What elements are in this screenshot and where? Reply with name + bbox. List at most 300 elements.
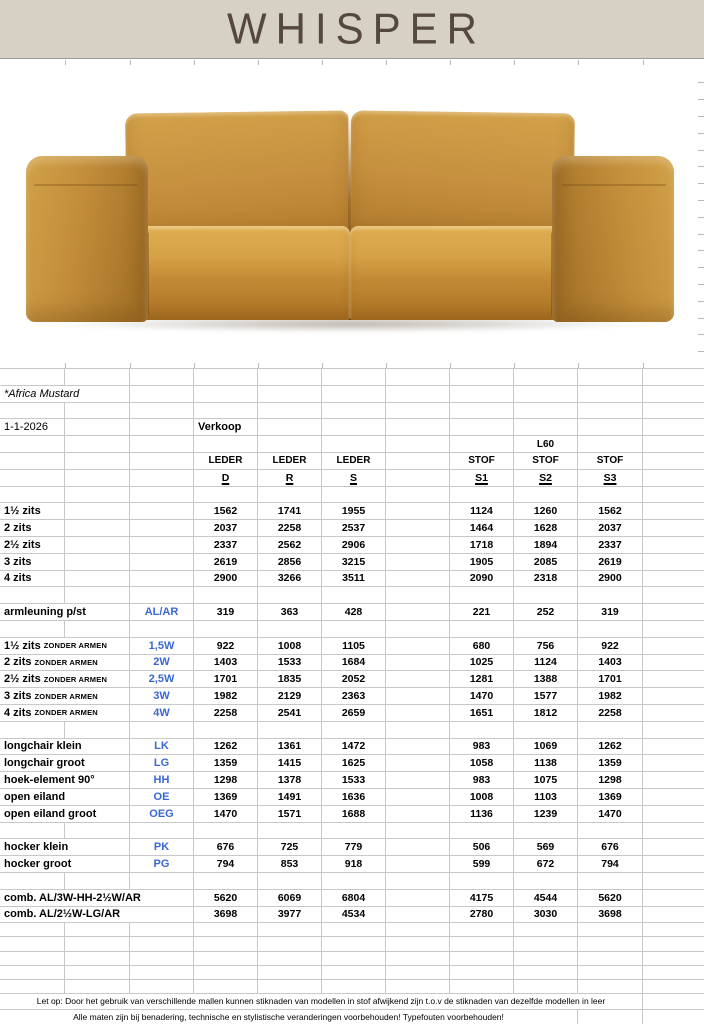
price-cell: 2318 xyxy=(514,571,578,588)
price-cell: 725 xyxy=(258,839,322,856)
grid-cell xyxy=(578,966,643,980)
price-cell: 1718 xyxy=(450,537,514,554)
grid-cell xyxy=(450,403,514,420)
price-cell: 2856 xyxy=(258,554,322,571)
grid-cell xyxy=(65,966,130,980)
model-code: 1,5W xyxy=(130,638,194,655)
grid-cell xyxy=(386,470,450,487)
grid-cell xyxy=(386,688,450,705)
grid-cell xyxy=(386,856,450,873)
grid-cell xyxy=(386,739,450,756)
model-code: LK xyxy=(130,739,194,756)
grid-cell xyxy=(194,823,258,840)
column-header: S3 xyxy=(578,470,643,487)
grid-cell xyxy=(322,980,386,994)
price-cell: 3030 xyxy=(514,907,578,924)
grid-cell xyxy=(386,722,450,739)
grid-cell xyxy=(643,823,704,840)
model-code: PG xyxy=(130,856,194,873)
group-header: LEDER xyxy=(194,453,258,470)
grid-cell xyxy=(514,386,578,403)
price-cell: 3215 xyxy=(322,554,386,571)
grid-cell xyxy=(514,823,578,840)
grid-cell xyxy=(258,419,322,436)
model-code: 2W xyxy=(130,655,194,672)
row-tick-right xyxy=(698,183,704,184)
grid-cell xyxy=(386,638,450,655)
sofa-armrest-left xyxy=(26,156,148,322)
price-cell: 2258 xyxy=(578,705,643,722)
grid-cell xyxy=(258,722,322,739)
grid-cell xyxy=(322,621,386,638)
price-cell: 2258 xyxy=(194,705,258,722)
price-cell: 2900 xyxy=(578,571,643,588)
price-cell: 2258 xyxy=(258,520,322,537)
grid-cell xyxy=(322,587,386,604)
price-cell: 319 xyxy=(194,604,258,621)
grid-cell xyxy=(194,966,258,980)
grid-cell xyxy=(65,403,130,420)
price-cell: 1955 xyxy=(322,503,386,520)
price-cell: 853 xyxy=(258,856,322,873)
footnote: Let op: Door het gebruik van verschillende mallen kunnen stiknaden van modellen in stof afwijkend zijn t.o.v de stiknaden van dezelfde modellen in leer xyxy=(0,994,643,1009)
grid-cell xyxy=(514,587,578,604)
row-tick-right xyxy=(698,200,704,201)
price-cell: 599 xyxy=(450,856,514,873)
grid-cell xyxy=(514,937,578,951)
grid-cell xyxy=(130,966,194,980)
row-label: 1½ zits xyxy=(0,503,65,520)
price-cell: 2337 xyxy=(194,537,258,554)
sofa-seat-cushion-left xyxy=(129,226,350,320)
grid-cell xyxy=(322,369,386,386)
grid-cell xyxy=(322,419,386,436)
price-cell: 569 xyxy=(514,839,578,856)
price-cell: 918 xyxy=(322,856,386,873)
row-label: 3 zits ZONDER ARMEN xyxy=(0,688,130,705)
price-cell: 1403 xyxy=(578,655,643,672)
row-tick-right xyxy=(698,250,704,251)
price-cell: 3698 xyxy=(194,907,258,924)
price-cell: 1008 xyxy=(258,638,322,655)
price-cell: 2052 xyxy=(322,671,386,688)
grid-cell xyxy=(65,937,130,951)
grid-cell xyxy=(643,671,704,688)
grid-cell xyxy=(0,923,65,937)
grid-cell xyxy=(643,722,704,739)
price-cell: 2337 xyxy=(578,537,643,554)
row-tick-right xyxy=(698,82,704,83)
grid-cell xyxy=(194,873,258,890)
grid-cell xyxy=(194,487,258,504)
grid-cell xyxy=(386,487,450,504)
grid-cell xyxy=(514,369,578,386)
grid-cell xyxy=(65,470,130,487)
grid-cell xyxy=(194,403,258,420)
grid-cell xyxy=(450,587,514,604)
grid-cell xyxy=(258,966,322,980)
column-tick-top xyxy=(65,60,66,65)
grid-cell xyxy=(514,722,578,739)
grid-cell xyxy=(643,587,704,604)
grid-cell xyxy=(130,937,194,951)
grid-cell xyxy=(578,386,643,403)
grid-cell xyxy=(578,403,643,420)
price-cell: 1138 xyxy=(514,755,578,772)
grid-cell xyxy=(386,453,450,470)
grid-cell xyxy=(578,621,643,638)
row-tick-right xyxy=(698,150,704,151)
grid-cell xyxy=(643,1010,704,1024)
grid-cell xyxy=(450,436,514,453)
grid-cell xyxy=(643,621,704,638)
row-tick-right xyxy=(698,166,704,167)
grid-cell xyxy=(65,722,130,739)
row-tick-right xyxy=(698,318,704,319)
price-cell: 1298 xyxy=(194,772,258,789)
price-cell: 2537 xyxy=(322,520,386,537)
page-title: WHISPER xyxy=(226,4,486,53)
grid-cell xyxy=(578,369,643,386)
price-cell: 1361 xyxy=(258,739,322,756)
grid-cell xyxy=(0,937,65,951)
price-cell: 1378 xyxy=(258,772,322,789)
grid-cell xyxy=(65,487,130,504)
column-tick-top xyxy=(386,60,387,65)
grid-cell xyxy=(130,873,194,890)
price-cell: 1905 xyxy=(450,554,514,571)
price-cell: 672 xyxy=(514,856,578,873)
price-cell: 1491 xyxy=(258,789,322,806)
price-cell: 794 xyxy=(578,856,643,873)
row-tick-right xyxy=(698,301,704,302)
price-cell: 756 xyxy=(514,638,578,655)
grid-cell xyxy=(643,436,704,453)
grid-cell xyxy=(643,739,704,756)
title-banner xyxy=(0,0,704,59)
grid-cell xyxy=(386,806,450,823)
verkoop-label: Verkoop xyxy=(194,419,258,436)
price-cell: 6804 xyxy=(322,890,386,907)
price-cell: 1058 xyxy=(450,755,514,772)
grid-cell xyxy=(643,994,704,1009)
grid-cell xyxy=(643,890,704,907)
grid-cell xyxy=(643,873,704,890)
grid-cell xyxy=(450,966,514,980)
grid-cell xyxy=(65,923,130,937)
model-code: 3W xyxy=(130,688,194,705)
grid-cell xyxy=(450,369,514,386)
grid-cell xyxy=(578,937,643,951)
grid-cell xyxy=(578,980,643,994)
price-cell: 1136 xyxy=(450,806,514,823)
price-cell: 1625 xyxy=(322,755,386,772)
grid-cell xyxy=(386,937,450,951)
grid-cell xyxy=(258,487,322,504)
price-cell: 1684 xyxy=(322,655,386,672)
grid-cell xyxy=(386,952,450,966)
price-cell: 2363 xyxy=(322,688,386,705)
grid-cell xyxy=(643,907,704,924)
price-cell: 428 xyxy=(322,604,386,621)
grid-cell xyxy=(643,839,704,856)
price-cell: 2085 xyxy=(514,554,578,571)
grid-cell xyxy=(130,823,194,840)
price-cell: 922 xyxy=(578,638,643,655)
grid-cell xyxy=(643,755,704,772)
price-cell: 983 xyxy=(450,739,514,756)
grid-cell xyxy=(643,453,704,470)
grid-cell xyxy=(386,890,450,907)
price-cell: 1262 xyxy=(194,739,258,756)
grid-cell xyxy=(130,554,194,571)
grid-cell xyxy=(130,923,194,937)
grid-cell xyxy=(643,537,704,554)
grid-cell xyxy=(65,621,130,638)
grid-cell xyxy=(643,604,704,621)
sofa-seat-cushion-right xyxy=(350,226,571,320)
grid-cell xyxy=(0,369,65,386)
grid-cell xyxy=(386,386,450,403)
row-label: hoek-element 90° xyxy=(0,772,130,789)
grid-cell xyxy=(514,980,578,994)
grid-cell xyxy=(0,823,65,840)
grid-cell xyxy=(643,487,704,504)
grid-cell xyxy=(65,873,130,890)
grid-cell xyxy=(322,937,386,951)
grid-cell xyxy=(578,923,643,937)
grid-cell xyxy=(258,823,322,840)
column-tick-top xyxy=(258,60,259,65)
grid-cell xyxy=(0,487,65,504)
grid-cell xyxy=(65,537,130,554)
row-tick-right xyxy=(698,99,704,100)
price-cell: 6069 xyxy=(258,890,322,907)
grid-cell xyxy=(130,487,194,504)
grid-cell xyxy=(386,436,450,453)
price-cell: 1359 xyxy=(194,755,258,772)
grid-cell xyxy=(194,923,258,937)
price-cell: 1470 xyxy=(450,688,514,705)
row-label: longchair groot xyxy=(0,755,130,772)
grid-cell xyxy=(65,436,130,453)
grid-cell xyxy=(386,823,450,840)
price-cell: 1571 xyxy=(258,806,322,823)
grid-cell xyxy=(514,621,578,638)
group-header: STOF xyxy=(514,453,578,470)
price-cell: 676 xyxy=(578,839,643,856)
grid-cell xyxy=(65,587,130,604)
grid-cell xyxy=(258,873,322,890)
grid-cell xyxy=(643,386,704,403)
grid-cell xyxy=(450,952,514,966)
price-cell: 1577 xyxy=(514,688,578,705)
price-cell: 1636 xyxy=(322,789,386,806)
row-label: hocker klein xyxy=(0,839,130,856)
grid-cell xyxy=(450,386,514,403)
column-header: R xyxy=(258,470,322,487)
price-cell: 1982 xyxy=(578,688,643,705)
grid-cell xyxy=(578,419,643,436)
grid-cell xyxy=(643,937,704,951)
grid-cell xyxy=(386,966,450,980)
row-label: 4 zits ZONDER ARMEN xyxy=(0,705,130,722)
price-cell: 221 xyxy=(450,604,514,621)
grid-cell xyxy=(322,966,386,980)
grid-cell xyxy=(643,503,704,520)
grid-cell xyxy=(130,470,194,487)
grid-cell xyxy=(386,520,450,537)
grid-cell xyxy=(194,436,258,453)
grid-cell xyxy=(578,952,643,966)
grid-cell xyxy=(643,806,704,823)
grid-cell xyxy=(643,638,704,655)
price-cell: 363 xyxy=(258,604,322,621)
price-cell: 1835 xyxy=(258,671,322,688)
grid-cell xyxy=(578,436,643,453)
grid-cell xyxy=(0,403,65,420)
grid-cell xyxy=(450,873,514,890)
column-header: S2 xyxy=(514,470,578,487)
grid-cell xyxy=(450,923,514,937)
grid-cell xyxy=(194,386,258,403)
grid-cell xyxy=(0,952,65,966)
price-cell: 983 xyxy=(450,772,514,789)
grid-cell xyxy=(450,487,514,504)
price-cell: 1562 xyxy=(194,503,258,520)
price-cell: 1464 xyxy=(450,520,514,537)
grid-cell xyxy=(514,419,578,436)
grid-cell xyxy=(643,980,704,994)
price-cell: 1260 xyxy=(514,503,578,520)
grid-cell xyxy=(194,621,258,638)
variant-label: *Africa Mustard xyxy=(0,386,130,403)
grid-cell xyxy=(258,937,322,951)
grid-cell xyxy=(450,419,514,436)
grid-cell xyxy=(386,419,450,436)
price-cell: 1894 xyxy=(514,537,578,554)
price-cell: 1025 xyxy=(450,655,514,672)
price-cell: 2906 xyxy=(322,537,386,554)
group-header: LEDER xyxy=(258,453,322,470)
price-cell: 794 xyxy=(194,856,258,873)
grid-cell xyxy=(643,403,704,420)
price-cell: 4544 xyxy=(514,890,578,907)
row-tick-right xyxy=(698,116,704,117)
price-cell: 1281 xyxy=(450,671,514,688)
grid-cell xyxy=(386,369,450,386)
model-code: AL/AR xyxy=(130,604,194,621)
column-tick-top xyxy=(194,60,195,65)
model-code: 4W xyxy=(130,705,194,722)
grid-cell xyxy=(65,571,130,588)
price-cell: 1688 xyxy=(322,806,386,823)
grid-cell xyxy=(194,937,258,951)
grid-cell xyxy=(65,952,130,966)
grid-cell xyxy=(130,587,194,604)
model-code: 2,5W xyxy=(130,671,194,688)
grid-cell xyxy=(65,503,130,520)
row-label: armleuning p/st xyxy=(0,604,130,621)
model-code: HH xyxy=(130,772,194,789)
sofa-photo xyxy=(26,110,674,328)
grid-cell xyxy=(194,952,258,966)
grid-cell xyxy=(386,554,450,571)
price-cell: 680 xyxy=(450,638,514,655)
column-header: S1 xyxy=(450,470,514,487)
grid-cell xyxy=(322,952,386,966)
grid-cell xyxy=(514,952,578,966)
row-label: comb. AL/2½W-LG/AR xyxy=(0,907,194,924)
grid-cell xyxy=(0,722,65,739)
grid-cell xyxy=(450,823,514,840)
sofa-armrest-seam-right xyxy=(562,184,666,186)
column-tick-top xyxy=(514,60,515,65)
grid-cell xyxy=(578,873,643,890)
grid-cell xyxy=(194,369,258,386)
price-cell: 2619 xyxy=(194,554,258,571)
price-cell: 4534 xyxy=(322,907,386,924)
grid-cell xyxy=(65,419,130,436)
sofa-armrest-seam-left xyxy=(34,184,138,186)
price-cell: 1069 xyxy=(514,739,578,756)
footnote: Alle maten zijn bij benadering, technische en stylistische veranderingen voorbehouden! Typefouten voorbehouden! xyxy=(0,1010,578,1024)
column-header: S xyxy=(322,470,386,487)
grid-cell xyxy=(386,587,450,604)
price-cell: 1103 xyxy=(514,789,578,806)
grid-cell xyxy=(514,403,578,420)
price-cell: 1415 xyxy=(258,755,322,772)
price-cell: 676 xyxy=(194,839,258,856)
price-cell: 1472 xyxy=(322,739,386,756)
row-label: longchair klein xyxy=(0,739,130,756)
price-cell: 1628 xyxy=(514,520,578,537)
grid-cell xyxy=(130,571,194,588)
grid-cell xyxy=(450,722,514,739)
price-cell: 2562 xyxy=(258,537,322,554)
grid-cell xyxy=(578,1010,643,1024)
column-tick-top xyxy=(643,60,644,65)
price-cell: 1812 xyxy=(514,705,578,722)
grid-cell xyxy=(0,453,65,470)
row-label: 2 zits ZONDER ARMEN xyxy=(0,655,130,672)
grid-cell xyxy=(130,621,194,638)
price-cell: 1701 xyxy=(194,671,258,688)
grid-cell xyxy=(258,952,322,966)
price-cell: 1105 xyxy=(322,638,386,655)
grid-cell xyxy=(578,823,643,840)
grid-cell xyxy=(322,386,386,403)
grid-cell xyxy=(0,470,65,487)
price-cell: 1470 xyxy=(578,806,643,823)
grid-cell xyxy=(514,966,578,980)
grid-cell xyxy=(386,907,450,924)
price-cell: 1651 xyxy=(450,705,514,722)
price-cell: 1298 xyxy=(578,772,643,789)
group-header: L60 xyxy=(514,436,578,453)
row-label: 2 zits xyxy=(0,520,65,537)
product-photo-area xyxy=(0,60,704,368)
grid-cell xyxy=(130,980,194,994)
price-cell: 922 xyxy=(194,638,258,655)
price-cell: 1124 xyxy=(514,655,578,672)
column-tick-top xyxy=(322,60,323,65)
price-cell: 2900 xyxy=(194,571,258,588)
row-tick-right xyxy=(698,334,704,335)
grid-cell xyxy=(450,621,514,638)
model-code: OE xyxy=(130,789,194,806)
price-cell: 1562 xyxy=(578,503,643,520)
